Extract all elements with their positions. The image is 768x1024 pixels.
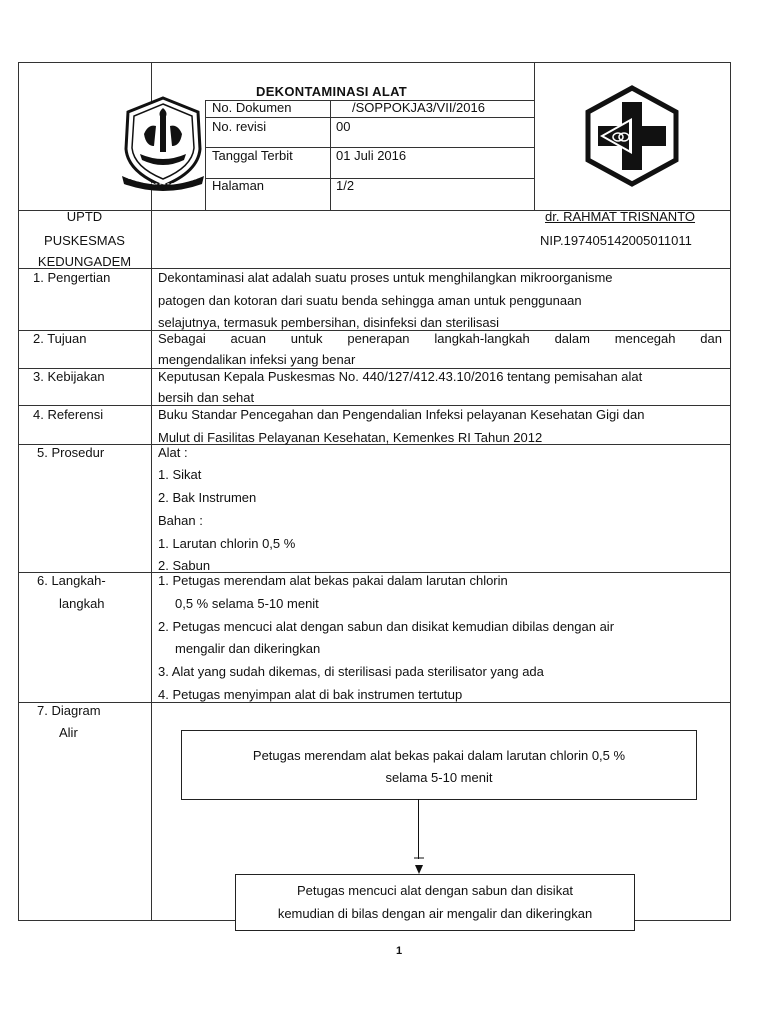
header-label-tanggal: Tanggal Terbit bbox=[212, 148, 293, 163]
header-value-halaman: 1/2 bbox=[336, 178, 355, 193]
langkah-line-1: 1. Petugas merendam alat bekas pakai dalam larutan chlorin bbox=[158, 573, 508, 588]
document-title: DEKONTAMINASI ALAT bbox=[256, 84, 408, 99]
header-label-halaman: Halaman bbox=[212, 178, 265, 193]
header-label-revisi: No. revisi bbox=[212, 119, 267, 134]
flow-box-1 bbox=[181, 730, 697, 800]
flow-box-2-line-2: kemudian di bilas dengan air mengalir dan dikeringkan bbox=[277, 906, 593, 921]
prosedur-line-2: 1. Sikat bbox=[158, 467, 202, 482]
signer-name: dr. RAHMAT TRISNANTO bbox=[545, 209, 696, 224]
section-label-kebijakan: 3. Kebijakan bbox=[33, 369, 105, 384]
kebijakan-line-2: bersih dan sehat bbox=[158, 390, 255, 405]
langkah-line-5: 3. Alat yang sudah dikemas, di sterilisasi pada sterilisator yang ada bbox=[158, 664, 544, 679]
prosedur-line-6: 2. Sabun bbox=[158, 558, 211, 573]
section-label-diagram-2: Alir bbox=[59, 725, 78, 740]
puskesmas-logo bbox=[582, 84, 682, 188]
regency-emblem-logo bbox=[118, 94, 208, 194]
section-label-langkah-2: langkah bbox=[59, 596, 105, 611]
tujuan-line-1: Sebagai acuan untuk penerapan langkah-langkah dalam mencegah dan bbox=[158, 331, 722, 346]
langkah-line-4: mengalir dan dikeringkan bbox=[175, 641, 321, 656]
pengertian-line-3: selajutnya, termasuk pembersihan, disinfeksi dan sterilisasi bbox=[158, 315, 500, 330]
section-label-pengertian: 1. Pengertian bbox=[33, 270, 111, 285]
flow-arrow-line bbox=[418, 799, 419, 859]
table-border-right bbox=[730, 62, 731, 921]
pengertian-line-1: Dekontaminasi alat adalah suatu proses untuk menghilangkan mikroorganisme bbox=[158, 270, 613, 285]
kebijakan-line-1: Keputusan Kepala Puskesmas No. 440/127/412.43.10/2016 tentang pemisahan alat bbox=[158, 369, 643, 384]
header-value-revisi: 00 bbox=[336, 119, 351, 134]
header-row-line bbox=[205, 117, 534, 118]
flow-box-1-line-2: selama 5-10 menit bbox=[385, 770, 493, 785]
langkah-line-2: 0,5 % selama 5-10 menit bbox=[175, 596, 319, 611]
table-border-top bbox=[18, 62, 730, 63]
section-label-diagram-1: 7. Diagram bbox=[37, 703, 101, 718]
referensi-line-2: Mulut di Fasilitas Pelayanan Kesehatan, Kemenkes RI Tahun 2012 bbox=[158, 430, 543, 445]
header-value-tanggal: 01 Juli 2016 bbox=[336, 148, 407, 163]
section-label-langkah-1: 6. Langkah- bbox=[37, 573, 106, 588]
flow-arrow-down-icon bbox=[413, 856, 425, 876]
pengertian-line-2: patogen dan kotoran dari suatu benda sehingga aman untuk penggunaan bbox=[158, 293, 582, 308]
org-line-1: UPTD bbox=[66, 209, 103, 224]
prosedur-line-4: Bahan : bbox=[158, 513, 203, 528]
table-border-left bbox=[18, 62, 19, 921]
signer-nip: NIP.197405142005011011 bbox=[540, 233, 692, 248]
org-line-2: PUSKESMAS bbox=[44, 233, 125, 248]
referensi-line-1: Buku Standar Pencegahan dan Pengendalian Infeksi pelayanan Kesehatan Gigi dan bbox=[158, 407, 645, 422]
section-label-tujuan: 2. Tujuan bbox=[33, 331, 87, 346]
page-number: 1 bbox=[395, 945, 403, 957]
section-label-prosedur: 5. Prosedur bbox=[37, 445, 105, 460]
prosedur-line-1: Alat : bbox=[158, 445, 188, 460]
tujuan-line-2: mengendalikan infeksi yang benar bbox=[158, 352, 356, 367]
header-label-dokumen: No. Dokumen bbox=[212, 100, 292, 115]
langkah-line-6: 4. Petugas menyimpan alat di bak instrumen tertutup bbox=[158, 687, 463, 702]
header-divider-right bbox=[534, 62, 535, 210]
prosedur-line-3: 2. Bak Instrumen bbox=[158, 490, 257, 505]
prosedur-line-5: 1. Larutan chlorin 0,5 % bbox=[158, 536, 296, 551]
flow-box-1-line-1: Petugas merendam alat bekas pakai dalam larutan chlorin 0,5 % bbox=[252, 748, 626, 763]
section-label-referensi: 4. Referensi bbox=[33, 407, 104, 422]
org-line-3: KEDUNGADEM bbox=[37, 254, 132, 269]
langkah-line-3: 2. Petugas mencuci alat dengan sabun dan disikat kemudian dibilas dengan air bbox=[158, 619, 615, 634]
section-line bbox=[18, 405, 730, 406]
flow-box-2-line-1: Petugas mencuci alat dengan sabun dan disikat bbox=[296, 883, 574, 898]
header-value-dokumen: /SOPPOKJA3/VII/2016 bbox=[352, 100, 485, 115]
flow-box-2 bbox=[235, 874, 635, 931]
